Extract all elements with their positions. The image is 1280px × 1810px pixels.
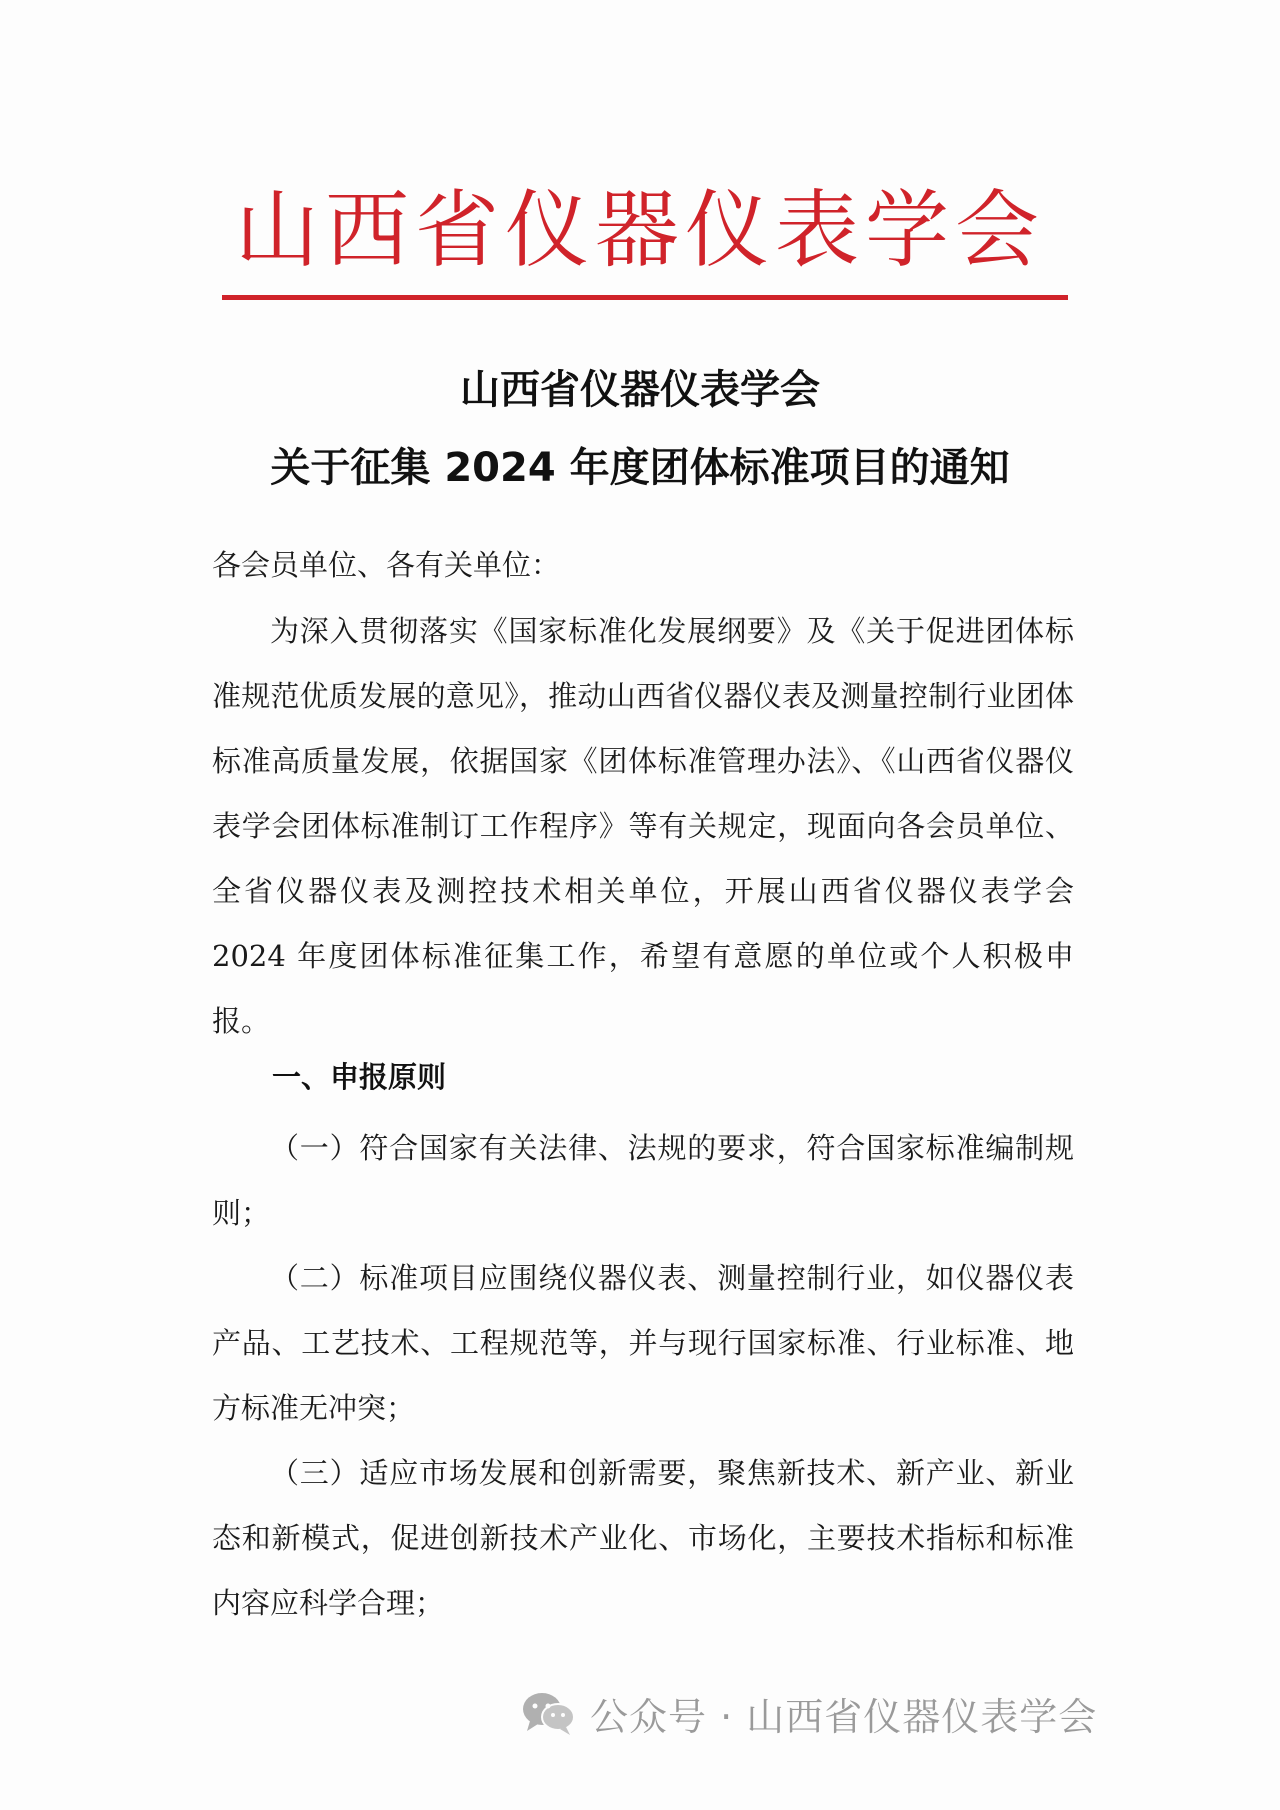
salutation: 各会员单位、各有关单位： (212, 548, 561, 582)
wechat-watermark (520, 1683, 1097, 1743)
document-title-line1: 山西省仪器仪表学会 (460, 367, 820, 413)
section-heading-1: 一、申报原则 (272, 1060, 447, 1094)
masthead-red-rule (222, 295, 1068, 300)
principle-item-3: （三）适应市场发展和创新需要，聚焦新技术、新产业、新业态和新模式，促进创新技术产业化、市场化，主要技术指标和标准内容应科学合理； (212, 1456, 1074, 1620)
principle-item-2: （二）标准项目应围绕仪器仪表、测量控制行业，如仪器仪表产品、工艺技术、工程规范等，并与现行国家标准、行业标准、地方标准无冲突； (212, 1261, 1074, 1425)
watermark-text: 公众号 · 山西省仪器仪表学会 (590, 1694, 1098, 1739)
principle-item-1: （一）符合国家有关法律、法规的要求，符合国家标准编制规则； (212, 1131, 1074, 1230)
intro-paragraph: 为深入贯彻落实《国家标准化发展纲要》及《关于促进团体标准规范优质发展的意见》，推动山西省仪器仪表及测量控制行业团体标准高质量发展，依据国家《团体标准管理办法》、《山西省仪器仪表学会团体标准制订工作程序》等有关规定，现面向各会员单位、全省仪器仪表及测控技术相关单位，开展山西省仪器仪表学会 2024 年度团体标准征集工作，希望有意愿的单位或个人积极申报。 (212, 614, 1074, 1038)
masthead-org-name: 山西省仪器仪表学会 (234, 181, 1045, 279)
wechat-icon (520, 1689, 578, 1737)
document-title-line2: 关于征集 2024 年度团体标准项目的通知 (270, 445, 1010, 491)
